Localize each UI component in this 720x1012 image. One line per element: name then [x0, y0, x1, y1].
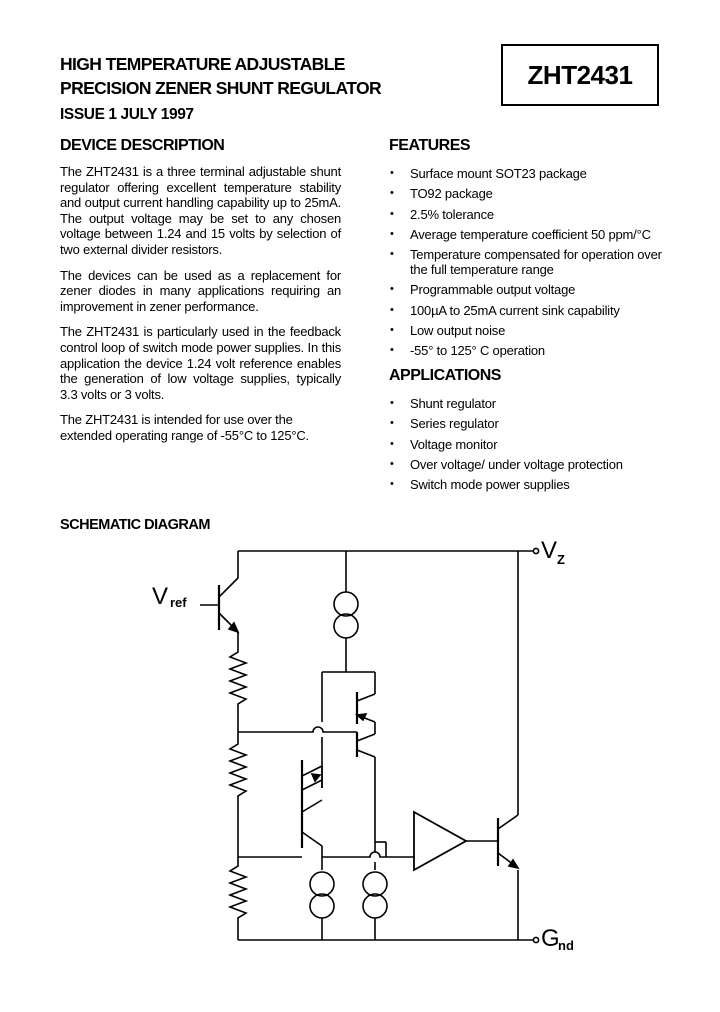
part-number: ZHT2431 — [527, 59, 633, 90]
applications-heading: APPLICATIONS — [389, 367, 501, 384]
description-paragraph-3: The ZHT2431 is particularly used in the feedback control loop of switch mode power supplies. In this application the device 1.24 volt reference enables the generation of low voltage supplies, typically 3.3 volts or 3 volts. — [60, 324, 341, 402]
device-description-heading: DEVICE DESCRIPTION — [60, 137, 225, 154]
issue-date: ISSUE 1 JULY 1997 — [60, 106, 194, 123]
current-source-top — [334, 551, 358, 672]
vz-terminal — [533, 548, 538, 553]
output-transistor — [498, 815, 518, 868]
vref-subscript: ref — [170, 595, 187, 610]
list-item: • Over voltage/ under voltage protection — [390, 457, 680, 472]
list-item: • Series regulator — [390, 416, 680, 431]
input-transistor — [200, 578, 238, 645]
schematic-heading: SCHEMATIC DIAGRAM — [60, 517, 210, 533]
vz-label: V — [541, 537, 558, 564]
list-item: • 2.5% tolerance — [390, 207, 680, 222]
mirror-transistors — [311, 672, 375, 842]
list-item: • -55° to 125° C operation — [390, 343, 680, 358]
gnd-terminal — [533, 937, 538, 942]
description-paragraph-2: The devices can be used as a replacement for zener diodes in many applications requiring an improvement in zener performance. — [60, 267, 341, 314]
features-heading: FEATURES — [389, 137, 471, 154]
title-line-1: HIGH TEMPERATURE ADJUSTABLE — [60, 54, 345, 74]
list-item: • Temperature compensated for operation over the full temperature range — [390, 247, 680, 277]
gnd-subscript: nd — [558, 938, 574, 953]
list-item: • 100µA to 25mA current sink capability — [390, 303, 680, 318]
list-item: • Surface mount SOT23 package — [390, 166, 680, 181]
list-item: • Switch mode power supplies — [390, 477, 680, 492]
differential-pair — [302, 760, 322, 870]
list-item: • Low output noise — [390, 323, 680, 338]
title-line-2: PRECISION ZENER SHUNT REGULATOR — [60, 78, 382, 98]
vz-subscript: Z — [557, 552, 565, 567]
list-item: • Average temperature coefficient 50 ppm/°C — [390, 227, 680, 242]
description-paragraph-1: The ZHT2431 is a three terminal adjustable shunt regulator offering excellent temperature stability and output current handling capability up to 25mA. The output voltage may be set to any chosen voltage between 1.24 and 15 volts by selection of two external divider resistors. — [60, 164, 341, 257]
list-item: • Shunt regulator — [390, 396, 680, 411]
description-paragraph-4: The ZHT2431 is intended for use over the extended operating range of -55°C to 125°C. — [60, 412, 309, 443]
resistor-chain — [230, 645, 311, 940]
list-item: • TO92 package — [390, 186, 680, 201]
current-source-left — [310, 872, 334, 940]
amp-wiring — [322, 842, 414, 870]
vref-label: V — [152, 583, 169, 610]
list-item: • Voltage monitor — [390, 437, 680, 452]
current-source-right — [363, 872, 387, 940]
gnd-label: G — [541, 925, 560, 952]
list-item: • Programmable output voltage — [390, 282, 680, 297]
amplifier-triangle — [414, 812, 498, 870]
